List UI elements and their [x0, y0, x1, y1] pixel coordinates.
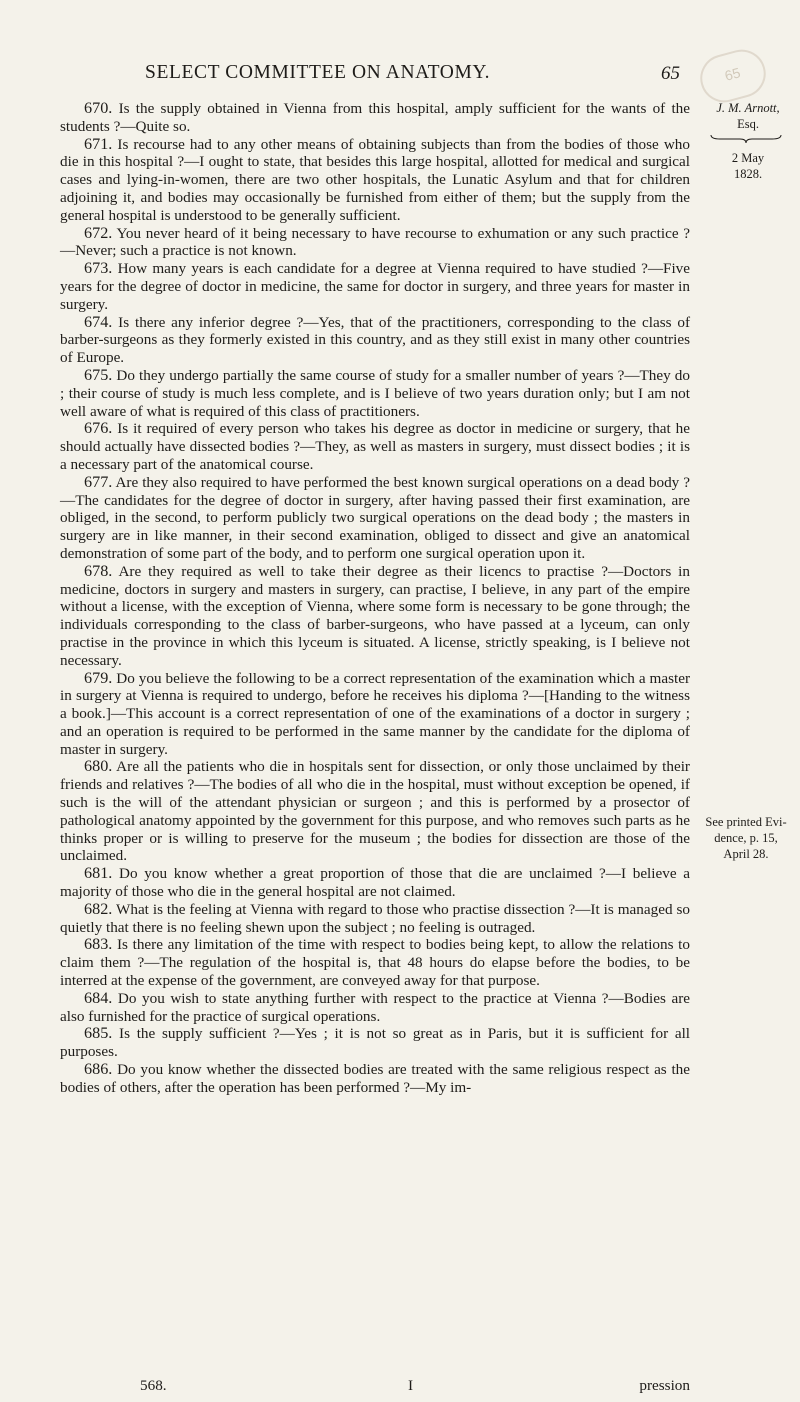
- evidence-margin-note: [700, 814, 792, 862]
- question-text: Do you know whether the dissected bodies are treated with the same religious respect as the bodies of others, after the operation has been performed ?—My im-: [60, 1061, 691, 1096]
- question-paragraph: [60, 1025, 690, 1061]
- question-paragraph: [60, 420, 690, 473]
- question-paragraph: [60, 100, 690, 136]
- question-paragraph: [60, 474, 690, 563]
- question-number: 672.: [84, 223, 113, 242]
- catchword: pression: [639, 1377, 690, 1394]
- question-number: 670.: [84, 99, 113, 117]
- question-number: 674.: [84, 312, 113, 331]
- signature-mark: 568.: [140, 1377, 167, 1394]
- witness-date-day: 2 May: [731, 151, 765, 165]
- question-paragraph: [60, 865, 690, 901]
- question-paragraph: [60, 936, 690, 989]
- testimony-body: [60, 100, 690, 1097]
- question-number: 680.: [84, 757, 113, 776]
- question-text: Is recourse had to any other means of obtaining subjects than from the bodies of those who die in this hospital ?—I ought to state, that besides this large hospital, allotted for medical and surgical cases and lying-in-women, there are two other hospitals, the Lunatic Asylum and that for children adjoining it, and bodies may occasionally be furnished from either of them; but the supply from the general hospital is understood to be generally sufficient.: [60, 135, 690, 224]
- question-number: 681.: [84, 864, 113, 883]
- question-number: 686.: [84, 1060, 113, 1079]
- question-number: 678.: [84, 561, 113, 580]
- question-text: Is there any limitation of the time with respect to bodies being kept, to allow the relations to claim them ?—The regulation of the hospital is, that 48 hours do elapse before the bodies, to be interred at the expense of the government, are conveyed away for that purpose.: [60, 936, 690, 990]
- question-text: Do you know whether a great proportion of those that die are unclaimed ?—I believe a majority of those who die in the general hospital are not claimed.: [60, 865, 691, 901]
- witness-name-text: J. M. Arnott,: [716, 101, 780, 115]
- question-number: 677.: [84, 472, 113, 491]
- page-number: 65: [661, 63, 680, 84]
- question-paragraph: [60, 314, 690, 367]
- question-paragraph: [60, 901, 690, 937]
- question-paragraph: [60, 260, 690, 313]
- margin-notes: [700, 100, 792, 1100]
- question-paragraph: [60, 563, 690, 670]
- question-number: 671.: [84, 134, 113, 153]
- margin-note-line-3: April 28.: [723, 847, 769, 861]
- question-number: 685.: [84, 1024, 113, 1043]
- question-number: 682.: [84, 899, 113, 918]
- question-paragraph: [60, 990, 690, 1026]
- margin-note-line-2: dence, p. 15,: [714, 831, 778, 845]
- question-text: Is it required of every person who takes his degree as doctor in medicine or surgery, that he should actually have dissected bodies ?—They, as well as masters in surgery, must dissect bodies ; it is a necessary part of the anatomical course.: [60, 420, 690, 473]
- question-paragraph: [60, 758, 690, 865]
- margin-note-line-1: See printed Evi-: [705, 815, 787, 829]
- witness-name: [704, 100, 792, 132]
- question-text: Is the supply obtained in Vienna from this hospital, amply sufficient for the wants of the students ?—Quite so.: [60, 100, 691, 135]
- question-paragraph: [60, 136, 690, 225]
- question-text: Is there any inferior degree ?—Yes, that of the practitioners, corresponding to the class of barber-surgeons as they formerly existed in this country, and as they still exist in many other countries of Europe.: [60, 313, 690, 367]
- question-number: 676.: [84, 419, 113, 438]
- question-number: 684.: [84, 988, 113, 1007]
- library-stamp: 65: [695, 44, 771, 107]
- question-paragraph: [60, 367, 690, 420]
- question-text: Are they required as well to take their degree as their licencs to practise ?—Doctors in medicine, doctors in surgery and masters in surgery, can practise, I believe, in any part of the empire without a license, with the exception of Vienna, where some form is necessary to be gone through; the individuals corresponding to the class of barber-surgeons, who have passed at a lyceum, can only practise in the province in which this lyceum is situated. A license, strictly speaking, is I believe not necessary.: [60, 562, 690, 669]
- question-number: 679.: [84, 668, 113, 687]
- question-number: 683.: [84, 935, 113, 954]
- brace-icon: [710, 134, 782, 144]
- question-paragraph: [60, 225, 690, 261]
- question-paragraph: [60, 1061, 690, 1097]
- question-text: Are all the patients who die in hospitals sent for dissection, or only those unclaimed by their friends and relatives ?—The bodies of all who die in the hospital, must without exception be opened, if such is the will of the attendant physician or surgeon ; and this is performed by a prosector of pathological anatomy appointed by the government for this purpose, and who removes such parts as he thinks proper or is willing to preserve for the museum ; the bodies for dissection are those of the unclaimed.: [60, 758, 690, 865]
- question-text: Are they also required to have performed the best known surgical operations on a dead body ?—The candidates for the degree of doctor in surgery, after having passed their first examination, are obliged, in the second, to perform publicly two surgical operations on the dead body ; the masters in surgery are in like manner, in their second examination, obliged to dissect and give an anatomical demonstration of some part of the body, and to perform one surgical operation upon it.: [60, 473, 690, 562]
- question-text: Do you wish to state anything further with respect to the practice at Vienna ?—Bodies are also furnished for the practice of surgical operations.: [60, 989, 690, 1025]
- question-number: 675.: [84, 365, 113, 384]
- question-paragraph: [60, 670, 690, 759]
- question-text: Do you believe the following to be a correct representation of the examination which a master in surgery at Vienna is required to undergo, before he receives his diploma ?—[Handing to the witness a book.]—This account is a correct representation of one of the examinations of a doctor in surgery ; and an operation is required to be performed in the same manner by the candidate for the diploma of master in surgery.: [60, 669, 691, 758]
- question-text: How many years is each candidate for a degree at Vienna required to have studied ?—Five years for the degree of doctor in medicine, the same for doctor in surgery, and three years for master in surgery.: [60, 260, 691, 313]
- question-text: You never heard of it being necessary to have recourse to exhumation or any such practice ?—Never; such a practice is not known.: [60, 224, 690, 260]
- question-text: What is the feeling at Vienna with regard to those who practise dissection ?—It is managed so quietly that there is no feeling shewn upon the subject ; no feeling is outraged.: [60, 900, 690, 936]
- question-text: Is the supply sufficient ?—Yes ; it is not so great as in Paris, but it is sufficient for all purposes.: [60, 1025, 691, 1061]
- page-header: [60, 62, 690, 92]
- witness-suffix: Esq.: [737, 117, 759, 131]
- sheet-letter: I: [408, 1377, 414, 1394]
- witness-date: [704, 150, 792, 182]
- page-footer: [60, 1377, 690, 1397]
- witness-date-year: 1828.: [733, 167, 763, 181]
- question-number: 673.: [84, 259, 113, 278]
- running-head: SELECT COMMITTEE ON ANATOMY.: [145, 62, 491, 83]
- question-text: Do they undergo partially the same course of study for a smaller number of years ?—They do ; their course of study is much less complete, and is I believe of two years duration only; but I am not well aware of what is required of this class of practitioners.: [60, 366, 690, 420]
